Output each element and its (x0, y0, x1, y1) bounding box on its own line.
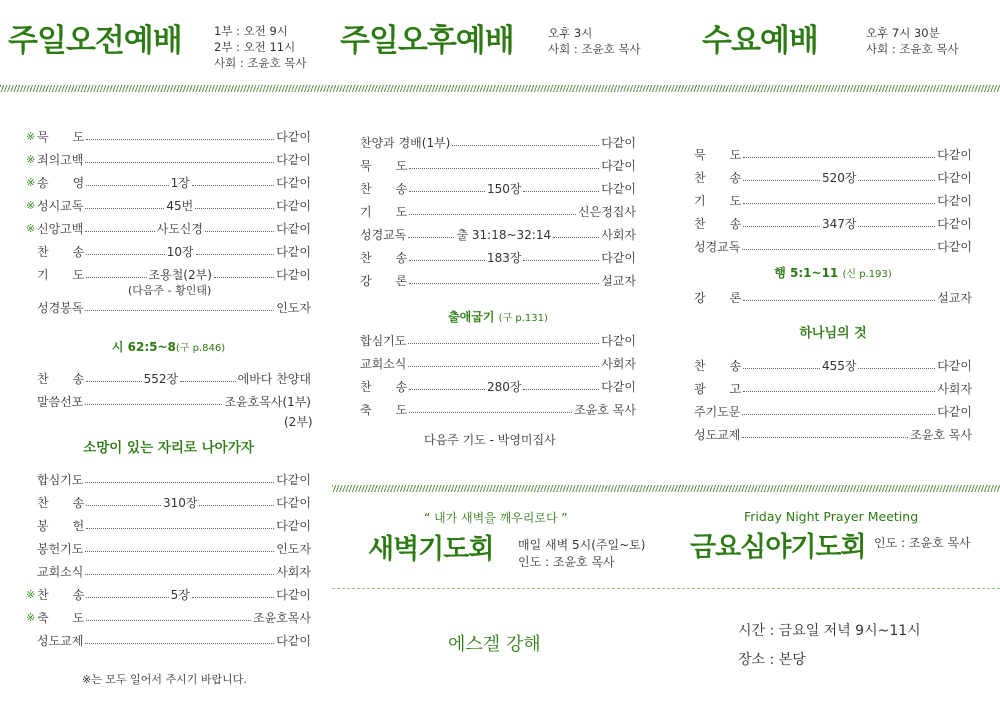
afternoon-order-list-2 (360, 331, 636, 418)
morning-order-list-2 (26, 369, 311, 410)
dawn-prayer-info (518, 537, 645, 571)
morning-item: 말씀선포 조윤호목사(1부) (37, 394, 311, 409)
wednesday-sermon-row: 강 론 설교자 (694, 290, 972, 305)
morning-item: 교회소식 사회자 (37, 564, 311, 579)
morning-info-line: 2부 : 오전 11시 (214, 40, 296, 54)
afternoon-info-line: 오후 3시 (548, 26, 593, 40)
morning-item: 합심기도 다같이 (37, 472, 311, 487)
wednesday-item: 찬 송 455장 다같이 (694, 358, 972, 373)
afternoon-service-title: 주일오후예배 (340, 23, 514, 59)
wednesday-item: 찬 송 347장 다같이 (694, 216, 972, 231)
prayer-dashed-divider (332, 588, 1000, 589)
dawn-prayer-line: 인도 : 조윤호 목사 (518, 555, 615, 569)
wednesday-service-info (866, 25, 959, 57)
morning-item: 찬 송 310장 다같이 (37, 495, 311, 510)
morning-item: 찬 송 10장 다같이 (37, 244, 311, 259)
wednesday-item: 주기도문 다같이 (694, 404, 972, 419)
afternoon-order-list-1 (360, 133, 636, 289)
afternoon-item: 교회소식 사회자 (360, 356, 636, 371)
afternoon-item: 찬 송 150장 다같이 (360, 181, 636, 196)
afternoon-service-info (548, 25, 641, 57)
afternoon-item: 축 도 조윤호 목사 (360, 402, 636, 417)
morning-scripture: 시 62:5~8(구 p.846) (111, 340, 226, 354)
morning-item: ※ 성시교독 45번 다같이 (26, 198, 311, 213)
afternoon-item: 합심기도 다같이 (360, 333, 636, 348)
wednesday-item: 광 고 사회자 (694, 381, 972, 396)
friday-prayer-title: 금요심야기도회 (690, 532, 866, 563)
morning-sermon-title: 소망이 있는 자리로 나아가자 (83, 440, 254, 456)
morning-order-list-1 (26, 127, 311, 283)
wednesday-service-title: 수요예배 (702, 23, 818, 59)
friday-prayer-leader: 인도 : 조윤호 목사 (874, 536, 971, 550)
wednesday-item: 찬 송 520장 다같이 (694, 170, 972, 185)
morning-reading: 성경봉독 인도자 (37, 300, 311, 315)
morning-info-line: 사회 : 조윤호 목사 (214, 56, 307, 70)
wednesday-info-line: 오후 7시 30분 (866, 26, 940, 40)
afternoon-item: 성경교독 출 31:18~32:14 사회자 (360, 227, 637, 242)
afternoon-item: 강 론 설교자 (360, 273, 636, 288)
header-divider (0, 85, 1000, 92)
afternoon-info-line: 사회 : 조윤호 목사 (548, 42, 641, 56)
afternoon-next-prayer: 다음주 기도 - 박영미집사 (424, 433, 556, 447)
morning-item: ※ 송 영 1장 다같이 (26, 175, 312, 190)
morning-order-list-3 (26, 470, 311, 649)
afternoon-item: 찬양과 경배(1부) 다같이 (360, 135, 636, 150)
afternoon-item: 찬 송 183장 다같이 (360, 250, 636, 265)
wednesday-scripture: 행 5:1~11 (신 p.193) (774, 266, 892, 280)
morning-item: 찬 송 552장 에바다 찬양대 (37, 371, 311, 386)
afternoon-item: 기 도 신은정집사 (360, 204, 636, 219)
morning-service-title: 주일오전예배 (8, 23, 182, 59)
morning-item: ※ 찬 송 5장 다같이 (26, 587, 312, 602)
morning-item: ※ 신앙고백 사도신경 다같이 (26, 221, 311, 236)
wednesday-sermon-title: 하나님의 것 (799, 326, 867, 341)
prayer-section-divider (332, 485, 1000, 492)
wednesday-item: 기 도 다같이 (694, 193, 972, 208)
morning-info-line: 1부 : 오전 9시 (214, 24, 288, 38)
morning-sermon-second-service: (2부) (284, 415, 313, 429)
wednesday-item: 성경교독 다같이 (694, 239, 972, 254)
dawn-prayer-line: 매일 새벽 5시(주일~토) (518, 538, 646, 552)
wednesday-item: 묵 도 다같이 (694, 147, 972, 162)
wednesday-info-line: 사회 : 조윤호 목사 (866, 42, 959, 56)
standing-footnote: ※는 모두 일어서 주시기 바랍니다. (82, 673, 247, 686)
dawn-bible-study: 에스겔 강해 (448, 634, 541, 655)
afternoon-item: 찬 송 280장 다같이 (360, 379, 636, 394)
morning-item: 봉 헌 다같이 (37, 518, 311, 533)
morning-next-prayer-note: (다음주 - 황인태) (128, 284, 212, 297)
afternoon-scripture: 출애굽기 (구 p.131) (448, 310, 548, 324)
morning-item: 봉헌기도 인도자 (37, 541, 311, 556)
morning-item: ※ 죄의고백 다같이 (26, 152, 311, 167)
morning-item: ※ 축 도 조윤호목사 (26, 610, 311, 625)
wednesday-order-list-1 (694, 145, 972, 255)
morning-item: ※ 묵 도 다같이 (26, 129, 311, 144)
dawn-prayer-quote: “ 내가 새벽을 깨우리로다 ” (424, 511, 568, 525)
wednesday-item: 성도교제 조윤호 목사 (694, 427, 972, 442)
morning-item: 기 도 조용철(2부) 다같이 (37, 267, 311, 282)
friday-time: 시간 : 금요일 저녁 9시~11시 (738, 623, 921, 639)
afternoon-item: 묵 도 다같이 (360, 158, 636, 173)
wednesday-order-list-2 (694, 356, 972, 443)
morning-service-info (214, 23, 307, 71)
friday-prayer-subtitle: Friday Night Prayer Meeting (744, 509, 919, 524)
morning-item: 성도교제 다같이 (37, 633, 311, 648)
dawn-prayer-title: 새벽기도회 (368, 534, 494, 565)
friday-place: 장소 : 본당 (738, 652, 806, 668)
